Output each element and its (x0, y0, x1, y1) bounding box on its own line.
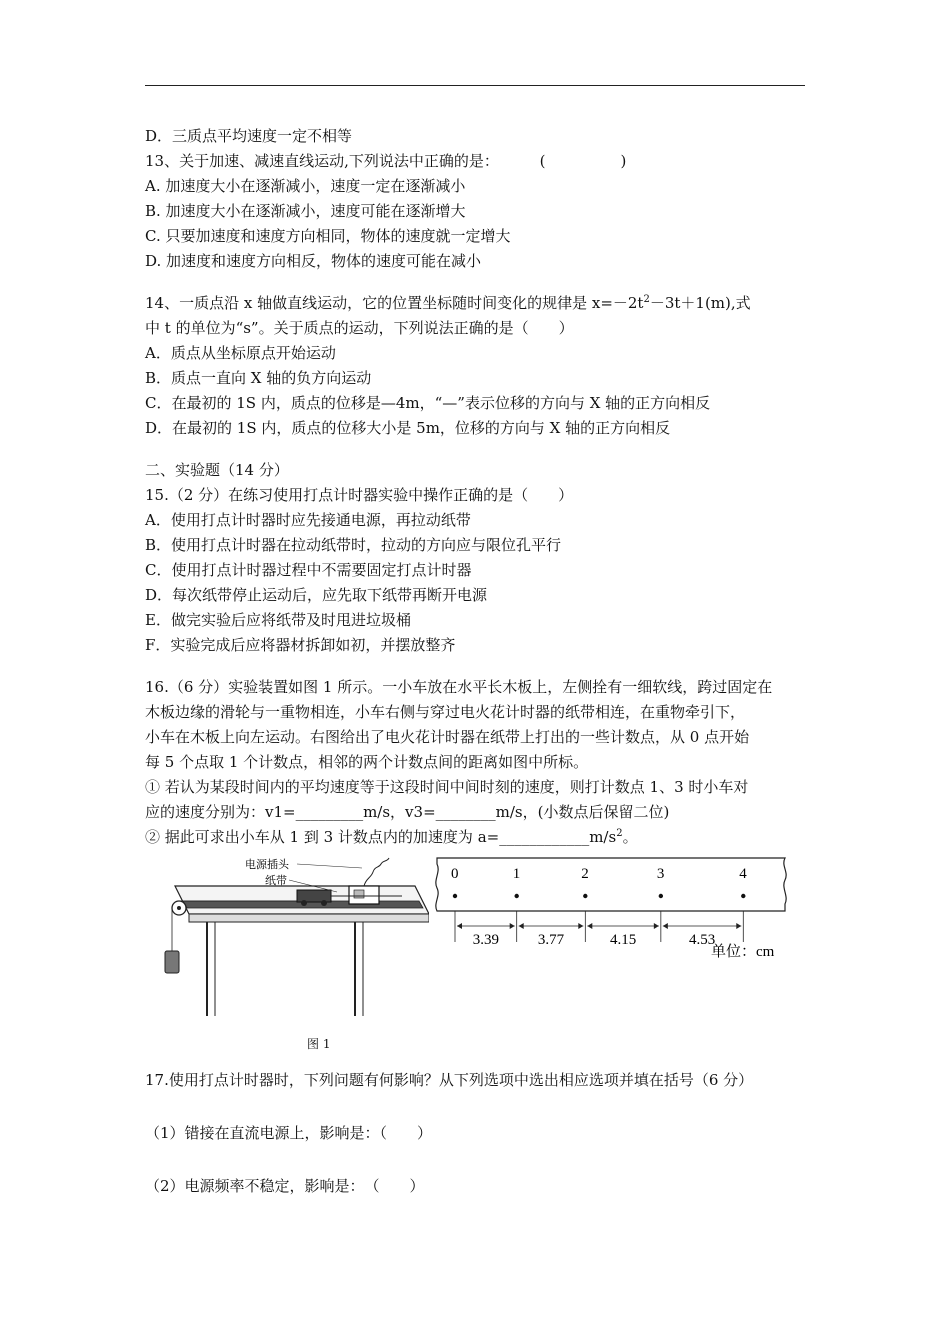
dimension-arrow (457, 923, 462, 929)
spacer (145, 274, 810, 291)
dimension-arrow (663, 923, 668, 929)
q14-option-b: B．质点一直向 X 轴的负方向运动 (145, 369, 372, 387)
distance-label: 4.15 (609, 932, 637, 948)
q17-stem: 17.使用打点计时器时，下列问题有何影响？从下列选项中选出相应选项并填在括号（6 分） (145, 1071, 754, 1089)
q13-option-b: B. 加速度大小在逐渐减小，速度可能在逐渐增大 (145, 202, 466, 220)
q16-accel-exponent: 2 (616, 828, 623, 839)
pulley-axle (177, 906, 181, 910)
count-point-label: 2 (581, 866, 589, 882)
q14-stem-line2: 中 t 的单位为“s”。关于质点的运动，下列说法正确的是（ ） (145, 319, 574, 337)
q16-line-2: 木板边缘的滑轮与一重物相连，小车右侧与穿过电火花计时器的纸带相连，在重物牵引下， (145, 703, 746, 721)
q15-option-f: F．实验完成后应将器材拆卸如初，并摆放整齐 (145, 636, 456, 654)
q16-line-3: 小车在木板上向左运动。右图给出了电火花计时器在纸带上打出的一些计数点，从 0 点开始 (145, 728, 750, 746)
dimension-arrow (578, 923, 583, 929)
dimension-arrow (736, 923, 741, 929)
unit-label: 单位：cm (711, 944, 775, 960)
count-point-label: 4 (739, 866, 747, 882)
q15-option-c: C．使用打点计时器过程中不需要固定打点计时器 (145, 561, 472, 579)
q16-line-6: 应的速度分别为：v1=_________m/s，v3=________m/s，(小数点后保留二位) (145, 803, 670, 821)
spacer (145, 1147, 810, 1173)
count-point-dot (453, 894, 457, 898)
q13-option-a: A. 加速度大小在逐渐减小，速度一定在逐渐减小 (145, 177, 466, 195)
q13-option-c: C. 只要加速度和速度方向相同，物体的速度就一定增大 (145, 227, 511, 245)
dimension-arrow (654, 923, 659, 929)
q17-item-2: （2）电源频率不稳定，影响是： （ ） (145, 1177, 425, 1195)
spacer (145, 1094, 810, 1120)
count-point-label: 0 (451, 866, 459, 882)
tape-outline (436, 858, 786, 911)
q14-option-d: D．在最初的 1S 内，质点的位移大小是 5m，位移的方向与 X 轴的正方向相反 (145, 419, 671, 437)
distance-label: 3.39 (472, 932, 499, 948)
header-rule (145, 85, 805, 86)
q14-option-c: C．在最初的 1S 内，质点的位移是—4m，“—”表示位移的方向与 X 轴的正方向相反 (145, 394, 711, 412)
count-point-label: 3 (656, 866, 665, 882)
exam-content (145, 124, 810, 1200)
q15-stem: 15.（2 分）在练习使用打点计时器实验中操作正确的是（ ） (145, 486, 574, 504)
leader-line (297, 864, 362, 868)
distance-label: 4.53 (688, 932, 716, 948)
q15-option-d: D．每次纸带停止运动后，应先取下纸带再断开电源 (145, 586, 488, 604)
q16-line-4: 每 5 个点取 1 个计数点，相邻的两个计数点间的距离如图中所标。 (145, 753, 589, 771)
count-point-dot (514, 894, 518, 898)
dimension-arrow (519, 923, 524, 929)
q15-option-b: B．使用打点计时器在拉动纸带时，拉动的方向应与限位孔平行 (145, 536, 562, 554)
section-2-heading: 二、实验题（14 分） (145, 461, 289, 479)
q13-stem (145, 149, 810, 174)
q13-answer-bracket: ( ) (539, 152, 627, 170)
q16-accel-end: 。 (622, 828, 638, 846)
q14-stem-b: －3t＋1(m),式 (649, 294, 751, 312)
q15-option-e: E．做完实验后应将纸带及时甩进垃圾桶 (145, 611, 411, 629)
q12-option-d: D．三质点平均速度一定不相等 (145, 127, 353, 145)
distance-label: 3.77 (537, 932, 565, 948)
cart-wheel (301, 900, 307, 906)
count-point-label: 1 (512, 866, 521, 882)
dimension-arrow (510, 923, 515, 929)
q14-option-a: A．质点从坐标原点开始运动 (145, 344, 336, 362)
spacer (145, 658, 810, 675)
spacer (145, 1055, 810, 1067)
q15-option-a: A．使用打点计时器时应先接通电源，再拉动纸带 (145, 511, 471, 529)
q13-stem-text: 13、关于加速、减速直线运动,下列说法中正确的是： (145, 152, 499, 170)
q17-item-1: （1）错接在直流电源上，影响是：（ ） (145, 1124, 433, 1142)
spacer (145, 441, 810, 458)
paper-tape-diagram (425, 856, 810, 966)
figure-1 (145, 850, 810, 1055)
dimension-arrow (587, 923, 592, 929)
label-paper-tape: 纸带 (265, 874, 287, 887)
figure-caption: 图 1 (307, 1037, 331, 1051)
q16-line-5: ① 若认为某段时间内的平均速度等于这段时间中间时刻的速度，则打计数点 1、3 时小车对 (145, 778, 749, 796)
power-cord (364, 858, 389, 886)
count-point-dot (741, 894, 745, 898)
q14-exponent: 2 (643, 294, 650, 305)
timer-detail (354, 890, 364, 898)
q14-stem-a: 14、一质点沿 x 轴做直线运动，它的位置坐标随时间变化的规律是 x=－2t (145, 294, 644, 312)
q16-line-1: 16.（6 分）实验装置如图 1 所示。一小车放在水平长木板上，左侧拴有一细软线，跨过固定在 (145, 678, 773, 696)
cart-icon (297, 890, 331, 902)
count-point-dot (659, 894, 663, 898)
q16-accel-text: ② 据此可求出小车从 1 到 3 计数点内的加速度为 a=____________m/s (145, 828, 617, 846)
weight-icon (165, 951, 179, 973)
cart-wheel (321, 900, 327, 906)
board-edge (189, 914, 429, 922)
label-power-plug: 电源插头 (245, 858, 289, 871)
tape-dimensions (455, 911, 743, 948)
q13-option-d: D. 加速度和速度方向相反，物体的速度可能在减小 (145, 252, 482, 270)
q16-acceleration-line (145, 825, 810, 850)
count-point-dot (583, 894, 587, 898)
apparatus-illustration (157, 856, 429, 1021)
q14-stem (145, 291, 810, 316)
